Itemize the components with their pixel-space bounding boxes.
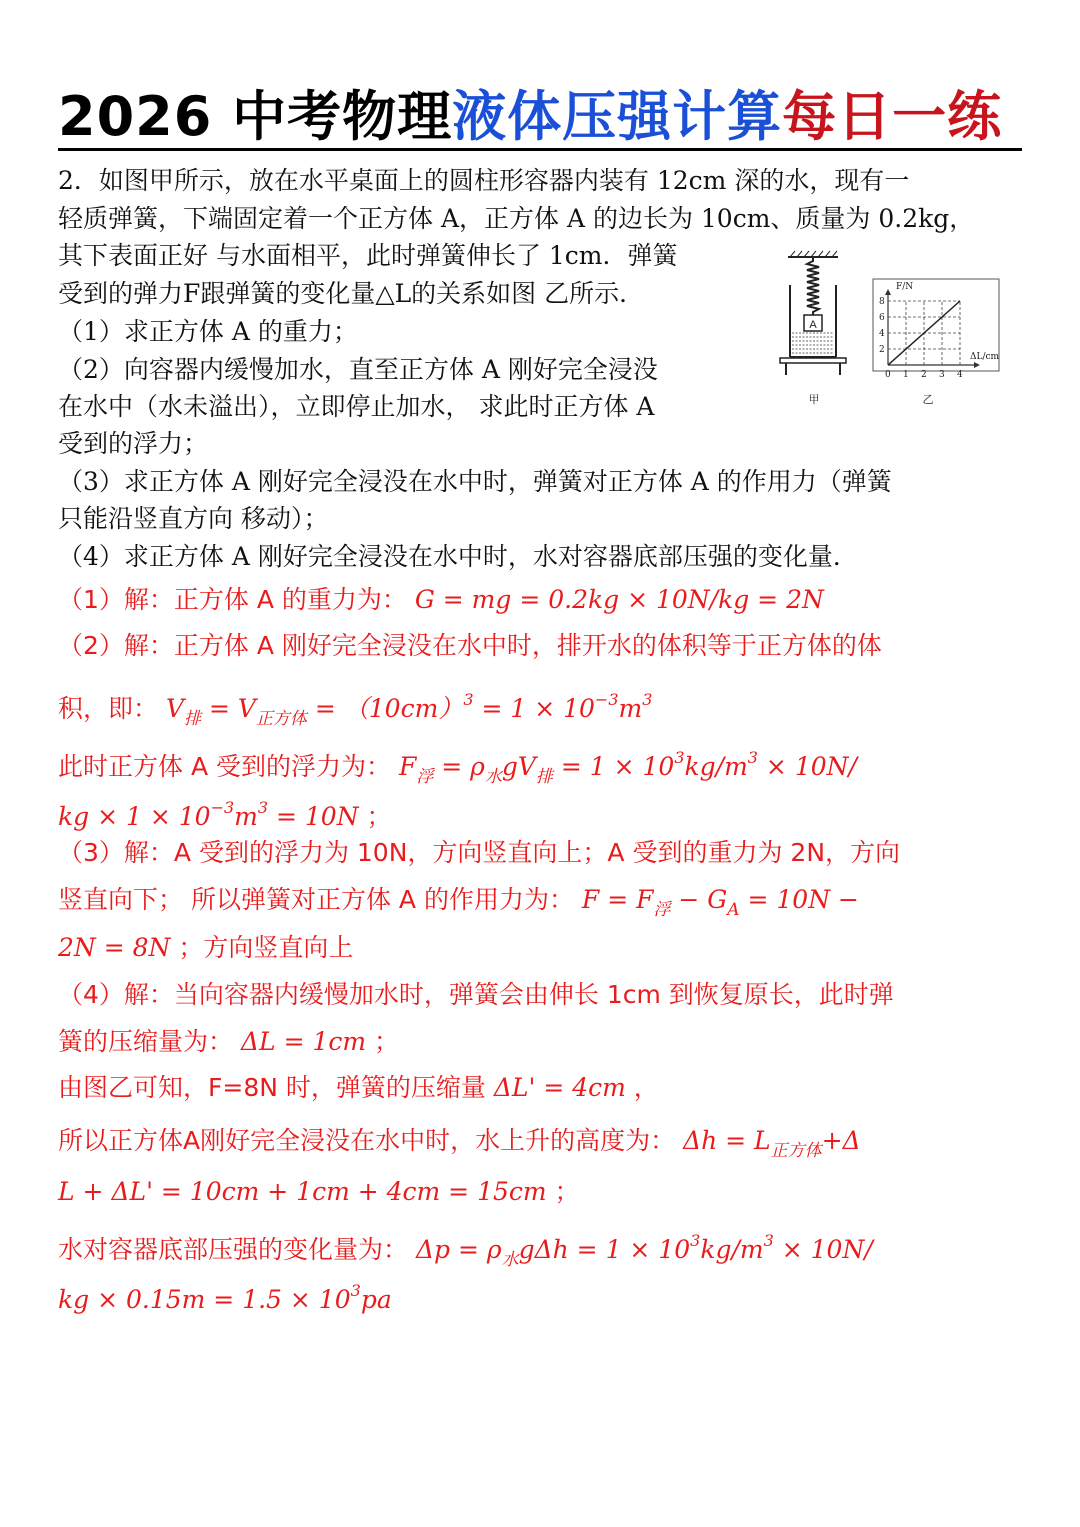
answer-4-pressure-formula: $\Delta p = \rho_水g\Delta h = 1 \times 10^3kg/m^3 \times 10N/$ (415, 1231, 873, 1270)
title-underline (58, 148, 1022, 151)
title-part-daily: 每日一练 (782, 85, 1003, 148)
question-line-3: 其下表面正好 与水面相平，此时弹簧伸长了 1cm．弹簧 (58, 241, 678, 270)
answer-4-line-7 (58, 1271, 392, 1320)
answer-1-formula: G = mg = 0.2kg × 10N/kg = 2N (414, 585, 824, 614)
graph-y-axis-label: F/N (896, 282, 914, 292)
answer-3-formula: $F = F_浮 - G_A = 10N$ − (581, 885, 859, 920)
question-line-1: 2．如图甲所示，放在水平桌面上的圆柱形容器内装有 12cm 深的水，现有一 (58, 166, 910, 195)
question-line-5: （1）求正方体 A 的重力； (58, 317, 358, 346)
question-line-11: （4）求正方体 A 刚好完全浸没在水中时，水对容器底部压强的变化量． (58, 542, 858, 571)
answer-4-line-6: 水对容器底部压强的变化量为： $\Delta p = \rho_水g\Delta h = 1 \times 10^3kg/m^3 \times 10N/$ (58, 1231, 873, 1270)
graph-x-tick-3: 3 (939, 370, 945, 380)
problem-figure (776, 245, 1026, 410)
question-line-6: （2）向容器内缓慢加水，直至正方体 A 刚好完全浸没 (58, 355, 658, 384)
answer-3-intro: 竖直向下； 所以弹簧对正方体 A 的作用力为： (58, 885, 574, 914)
answer-3-formula-cont: 2N = 8N (58, 933, 171, 962)
graph-x-tick-1: 1 (903, 370, 909, 380)
graph-y-tick-8: 8 (879, 297, 885, 307)
caption-yi: 乙 (922, 393, 934, 406)
table-top (780, 358, 846, 363)
answer-4-compression-formula: ΔL = 1cm (240, 1027, 367, 1056)
figure-yi-graph (873, 279, 1000, 406)
answer-2-buoyancy-formula-cont: kg × $1 \times 10^{-3}m^3 = 10N$ (58, 798, 359, 831)
question-line-2: 轻质弹簧，下端固定着一个正方体 A，正方体 A 的边长为 10cm、质量为 0.2kg， (58, 204, 975, 233)
graph-y-tick-6: 6 (879, 313, 885, 323)
question-line-8: 受到的浮力； (58, 429, 209, 458)
answer-2-line-4: kg × $1 \times 10^{-3}m^3 = 10N$ ； (58, 798, 392, 831)
title-part-year-subject: 2026 中考物理 (58, 85, 453, 148)
answer-1 (58, 580, 824, 620)
answer-4-height-formula-cont: L + ΔL' = 10cm + 1cm + 4cm = 15cm (58, 1177, 547, 1206)
graph-y-tick-2: 2 (879, 345, 885, 355)
answer-3-line-2 (58, 880, 859, 930)
answer-2-buoyancy-formula: $F_浮 = \rho_水gV_排 = 1 \times 10^3kg/m^3 \times 10N/$ (398, 748, 857, 787)
question-line-4: 受到的弹力F跟弹簧的变化量△L的关系如图 乙所示． (58, 279, 645, 308)
answer-4-line-5: L + ΔL' = 10cm + 1cm + 4cm = 15cm ； (58, 1177, 580, 1206)
caption-jia: 甲 (808, 393, 820, 406)
answer-2-line-2 (58, 680, 652, 739)
answer-2-buoyancy-intro: 此时正方体 A 受到的浮力为： (58, 752, 391, 781)
answer-4-line-3: 由图乙可知，F=8N 时，弹簧的压缩量 ΔL' = 4cm ， (58, 1073, 659, 1102)
question-line-9: （3）求正方体 A 刚好完全浸没在水中时，弹簧对正方体 A 的作用力（弹簧 (58, 467, 892, 496)
graph-y-tick-4: 4 (879, 329, 885, 339)
answer-4-line-1: （4）解：当向容器内缓慢加水时，弹簧会由伸长 1cm 到恢复原长，此时弹 (58, 980, 894, 1009)
answer-4-line-4: 所以正方体A刚好完全浸没在水中时，水上升的高度为： $\Delta h = L_{正方体}+\Delta$ (58, 1126, 861, 1161)
answer-1-text: （1）解：正方体 A 的重力为： (58, 585, 407, 614)
answer-2-volume-formula: $V_排 = V_{正方体} = (10cm)^3 = 1 \times 10^{-3}m^3$ (165, 690, 653, 729)
answer-4-graph-compression: ΔL' = 4cm (493, 1073, 626, 1102)
answer-2-intro: 积，即： (58, 694, 159, 723)
graph-x-axis-label: ΔL/cm (970, 352, 1000, 362)
answer-4-pressure-formula-cont: kg × $0.15m = 1.5 \times 10^3pa$ (58, 1281, 392, 1314)
answer-2-line-1: （2）解：正方体 A 刚好完全浸没在水中时，排开水的体积等于正方体的体 (58, 631, 882, 660)
graph-x-tick-0: 0 (885, 370, 891, 380)
figure-jia-apparatus (780, 251, 846, 406)
question-line-7: 在水中（水未溢出），立即停止加水， 求此时正方体 A (58, 392, 655, 421)
title-part-topic: 液体压强计算 (452, 85, 783, 148)
answer-4-line-2: 簧的压缩量为： ΔL = 1cm ； (58, 1027, 400, 1056)
answer-3-line-1: （3）解：A 受到的浮力为 10N，方向竖直向上；A 受到的重力为 2N，方向 (58, 838, 901, 867)
question-line-10: 只能沿竖直方向 移动）； (58, 504, 329, 533)
cube-a-label: A (809, 319, 817, 331)
answer-3-direction: ；方向竖直向上 (170, 933, 354, 962)
page-title (58, 82, 1022, 152)
graph-x-tick-2: 2 (921, 370, 927, 380)
answer-4-height-formula: $\Delta h = L_{正方体}+\Delta$ (683, 1126, 861, 1161)
graph-x-tick-4: 4 (957, 370, 963, 380)
answer-3-line-3 (58, 928, 353, 968)
